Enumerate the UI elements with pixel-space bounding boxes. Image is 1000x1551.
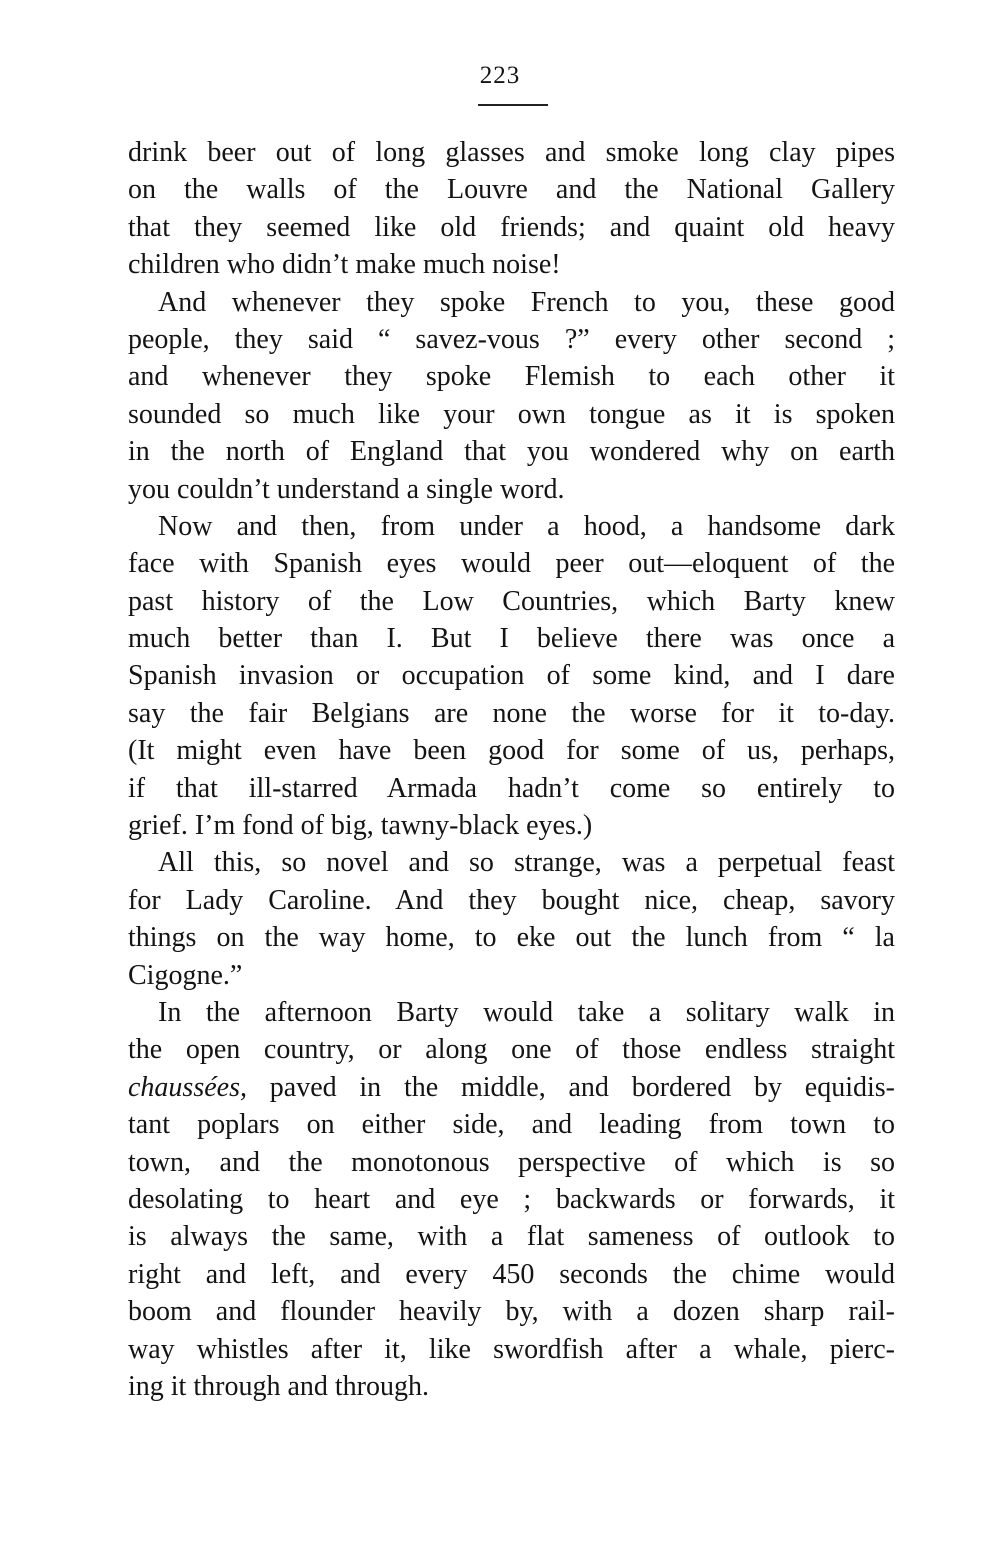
text-line: you couldn’t understand a single word.: [128, 473, 565, 505]
text-line: that they seemed like old friends; and quaint old heavy: [128, 211, 895, 243]
paragraph-3: [128, 508, 895, 845]
text-line: desolating to heart and eye ; backwards or forwards, it: [128, 1183, 895, 1215]
text-line: (It might even have been good for some of us, perhaps,: [128, 735, 895, 767]
body-text: [128, 134, 895, 1405]
italic-word: chaussées,: [128, 1071, 247, 1103]
text-line: sounded so much like your own tongue as it is spoken: [128, 398, 895, 430]
text-line: face with Spanish eyes would peer out—eloquent of the: [128, 548, 895, 580]
text-line: children who didn’t make much noise!: [128, 249, 561, 281]
text-line: ing it through and through.: [128, 1370, 429, 1402]
text-line: past history of the Low Countries, which Barty knew: [128, 585, 895, 617]
line-rest: paved in the middle, and bordered by equidis-: [246, 1071, 895, 1103]
text-line: All this, so novel and so strange, was a perpetual feast: [158, 847, 895, 879]
text-line: the open country, or along one of those endless straight: [128, 1034, 895, 1066]
text-line: In the afternoon Barty would take a solitary walk in: [158, 996, 895, 1028]
paragraph-4: [128, 844, 895, 994]
text-line: boom and flounder heavily by, with a dozen sharp rail-: [128, 1296, 895, 1328]
page-number: 223: [479, 62, 521, 89]
text-line: much better than I. But I believe there was once a: [128, 623, 895, 655]
text-line: way whistles after it, like swordfish after a whale, pierc-: [128, 1333, 895, 1365]
text-line: tant poplars on either side, and leading from town to: [128, 1109, 895, 1141]
text-line: Spanish invasion or occupation of some kind, and I dare: [128, 660, 895, 692]
paragraph-2: [128, 284, 895, 508]
text-line: say the fair Belgians are none the worse for it to-day.: [128, 697, 895, 729]
text-line: in the north of England that you wondered why on earth: [128, 436, 895, 468]
text-line: Cigogne.”: [128, 959, 243, 991]
text-line: town, and the monotonous perspective of which is so: [128, 1146, 895, 1178]
text-line: Now and then, from under a hood, a handsome dark: [158, 510, 895, 542]
text-line: And whenever they spoke French to you, these good: [158, 286, 895, 318]
text-line: if that ill-starred Armada hadn’t come so entirely to: [128, 772, 895, 804]
paragraph-5: [128, 994, 895, 1405]
text-line: is always the same, with a flat sameness of outlook to: [128, 1221, 895, 1253]
text-line: grief. I’m fond of big, tawny-black eyes.): [128, 810, 593, 842]
text-line: things on the way home, to eke out the lunch from “ la: [128, 922, 895, 954]
text-line: right and left, and every 450 seconds the chime would: [128, 1258, 895, 1290]
text-line: people, they said “ savez-vous ?” every other second ;: [128, 323, 895, 355]
paragraph-1: [128, 134, 895, 284]
text-line: and whenever they spoke Flemish to each other it: [128, 361, 895, 393]
text-line: for Lady Caroline. And they bought nice, cheap, savory: [128, 884, 895, 916]
text-line: [128, 1069, 895, 1106]
text-line: on the walls of the Louvre and the National Gallery: [128, 174, 895, 206]
text-line: drink beer out of long glasses and smoke long clay pipes: [128, 137, 895, 168]
page-number-rule: [478, 104, 548, 106]
